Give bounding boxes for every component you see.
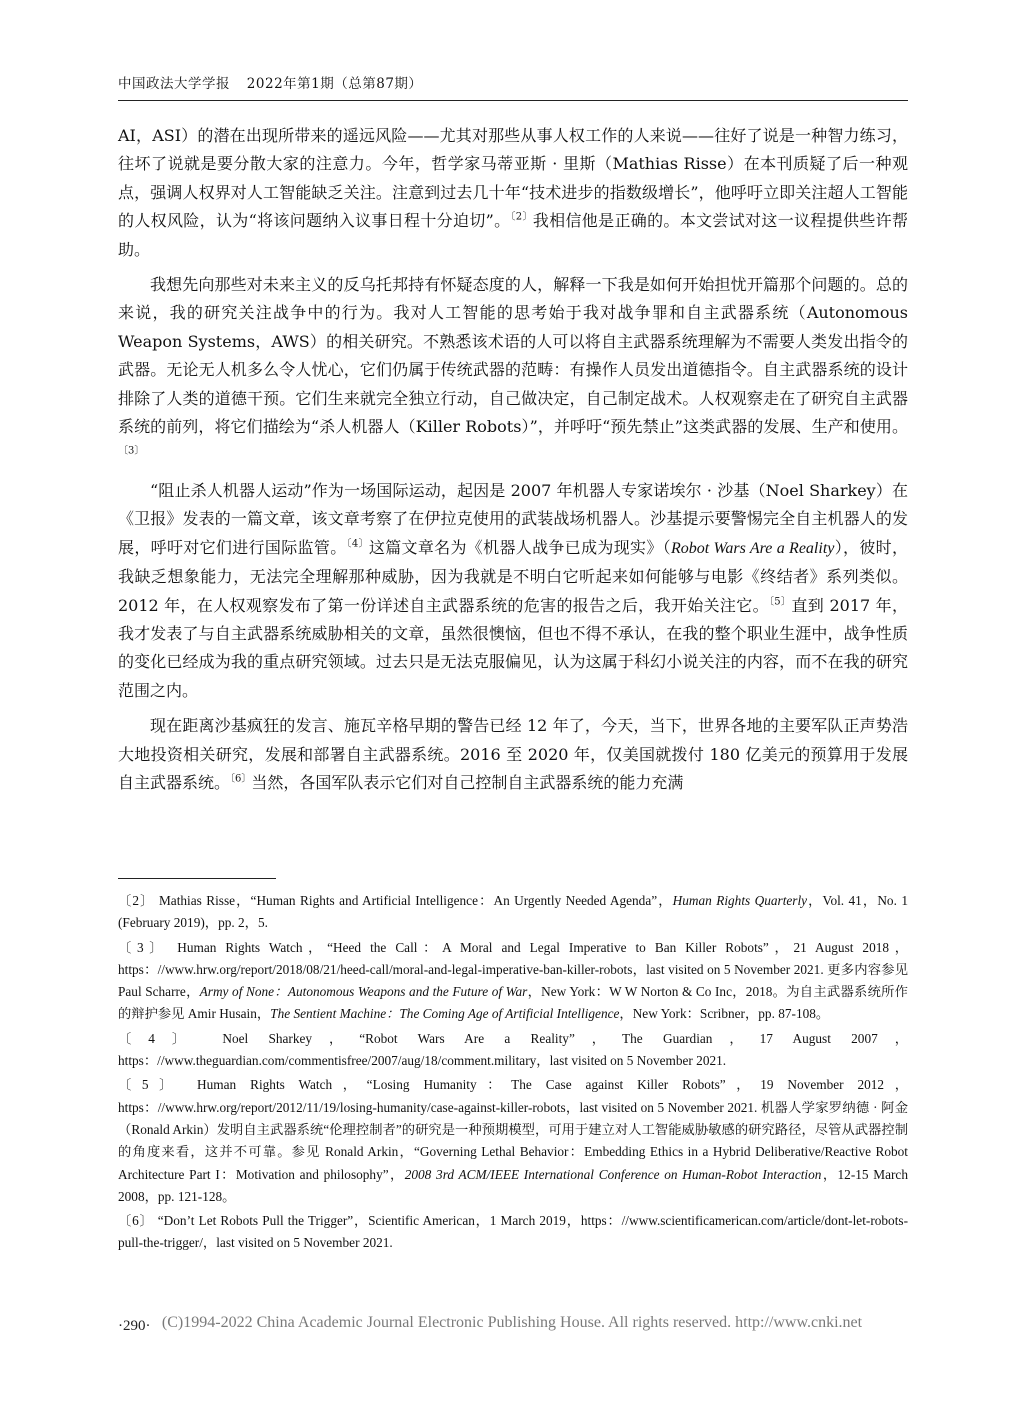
footnote: 〔6〕 “Don’t Let Robots Pull the Trigger”，Scientific American，1 March 2019，https：//www.scientificamerican.com/article/dont-let-robots-pull-the-trigger/，last visited on 5 November 2021.: [118, 1213, 908, 1251]
footnote-ref: 〔4〕: [346, 538, 369, 550]
issue-info: 2022年第1期（总第87期）: [246, 76, 423, 92]
paragraph: AI，ASI）的潜在出现所带来的遥远风险——尤其对那些从事人权工作的人来说——往好了说是一种智力练习，往坏了说就是要分散大家的注意力。今年，哲学家马蒂亚斯 · 里斯（Mathias Risse）在本刊质疑了后一种观点，强调人权界对人工智能缺乏关注。注意到过去几十年“技术进步的指数级增长”，他呼吁立即关注超人工智能的人权风险，认为“将该问题纳入议事日程十分迫切”。$^{〔2〕}$我相信他是正确的。本文尝试对这一议程提供些许帮助。: [118, 126, 908, 259]
footnote-ref: 〔3〕: [118, 446, 145, 458]
copyright-notice: (C)1994-2022 China Academic Journal Electronic Publishing House. All rights reserved. http://www.cnki.net: [161, 1314, 863, 1331]
footnote-ref: 〔6〕: [230, 773, 252, 785]
paragraph: 现在距离沙基疯狂的发言、施瓦辛格早期的警告已经 12 年了，今天，当下，世界各地的主要军队正声势浩大地投资相关研究，发展和部署自主武器系统。2016 至 2020 年，仅美国就拨付 180 亿美元的预算用于发展自主武器系统。$^{〔6〕}$当然，各国军队表示它们对自己控制自主武器系统的能力充满: [118, 716, 908, 792]
running-header: [118, 72, 908, 92]
journal-name: 中国政法大学学报: [118, 76, 230, 92]
body-text: [118, 122, 908, 804]
footnotes: [118, 890, 908, 1257]
footnote-ref: 〔2〕: [510, 211, 533, 223]
page-number: ·290·: [118, 1318, 151, 1334]
footnote: 〔4〕 Noel Sharkey，“Robot Wars Are a Reality”，The Guardian，17 August 2007，https：//www.theguardian.com/commentisfree/2007/aug/18/comment.military，last visited on 5 November 2021.: [118, 1030, 908, 1069]
footnote: 〔5〕 Human Rights Watch，“Losing Humanity：The Case against Killer Robots”，19 November 2012，https：//www.hrw.org/report/2012/11/19/losing-humanity/case-against-killer-robots，last visited on 5 November 2021. 机器人学家罗纳德 · 阿金（Ronald Arkin）发明自主武器系统“伦理控制者”的研究是一种预期模型，可用于建立对人工智能威胁敏感的研究路径，尽管从武器控制的角度来看，这并不可靠。参见 Ronald Arkin，“Governing Lethal Behavior：Embedding Ethics in a Hybrid Deliberative/Reactive Robot Architecture Part I：Motivation and philosophy”，2008 3rd ACM/IEEE International Conference on Human-Robot Interaction，12-15 March 2008，pp. 121-128。: [118, 1077, 908, 1204]
paragraph: “阻止杀人机器人运动”作为一场国际运动，起因是 2007 年机器人专家诺埃尔 · 沙基（Noel Sharkey）在《卫报》发表的一篇文章，该文章考察了在伊拉克使用的武装战场机器人。沙基提示要警惕完全自主机器人的发展，呼吁对它们进行国际监管。$^{〔4〕}$这篇文章名为《机器人战争已成为现实》（Robot Wars Are a Reality），彼时，我缺乏想象能力，无法完全理解那种威胁，因为我就是不明白它听起来如何能够与电影《终结者》系列类似。2012 年，在人权观察发布了第一份详述自主武器系统的危害的报告之后，我开始关注它。$^{〔5〕}$直到 2017 年，我才发表了与自主武器系统威胁相关的文章，虽然很懊恼，但也不得不承认，在我的整个职业生涯中，战争性质的变化已经成为我的重点研究领域。过去只是无法克服偏见，认为这属于科幻小说关注的内容，而不在我的研究范围之内。: [118, 480, 908, 700]
footnote-ref: 〔5〕: [768, 596, 792, 608]
paragraph: 我想先向那些对未来主义的反乌托邦持有怀疑态度的人，解释一下我是如何开始担忧开篇那个问题的。总的来说，我的研究关注战争中的行为。我对人工智能的思考始于我对战争罪和自主武器系统（Autonomous Weapon Systems，AWS）的相关研究。不熟悉该术语的人可以将自主武器系统理解为不需要人类发出指令的武器。无论无人机多么令人忧心，它们仍属于传统武器的范畴：有操作人员发出道德指令。自主武器系统的设计排除了人类的道德干预。它们生来就完全独立行动，自己做决定，自己制定战术。人权观察走在了研究自主武器系统的前列，将它们描绘为“杀人机器人（Killer Robots）”，并呼吁“预先禁止”这类武器的发展、生产和使用。$^{〔3〕}$: [118, 275, 908, 458]
footnote: 〔2〕 Mathias Risse，“Human Rights and Artificial Intelligence：An Urgently Needed Agenda”，Human Rights Quarterly，Vol. 41，No. 1 (February 2019)，pp. 2，5.: [118, 893, 908, 931]
header-rule: [118, 100, 908, 101]
footnote: 〔3〕 Human Rights Watch，“Heed the Call：A Moral and Legal Imperative to Ban Killer Robots”，21 August 2018，https：//www.hrw.org/report/2018/08/21/heed-call/moral-and-legal-imperative-ban-killer-robots，last visited on 5 November 2021. 更多内容参见 Paul Scharre，Army of None：Autonomous Weapons and the Future of War，New York：W W Norton & Co Inc，2018。为自主武器系统所作的辩护参见 Amir Husain，The Sentient Machine：The Coming Age of Artificial Intelligence，New York：Scribner，pp. 87-108。: [118, 939, 908, 1022]
footnote-rule: [118, 878, 276, 879]
